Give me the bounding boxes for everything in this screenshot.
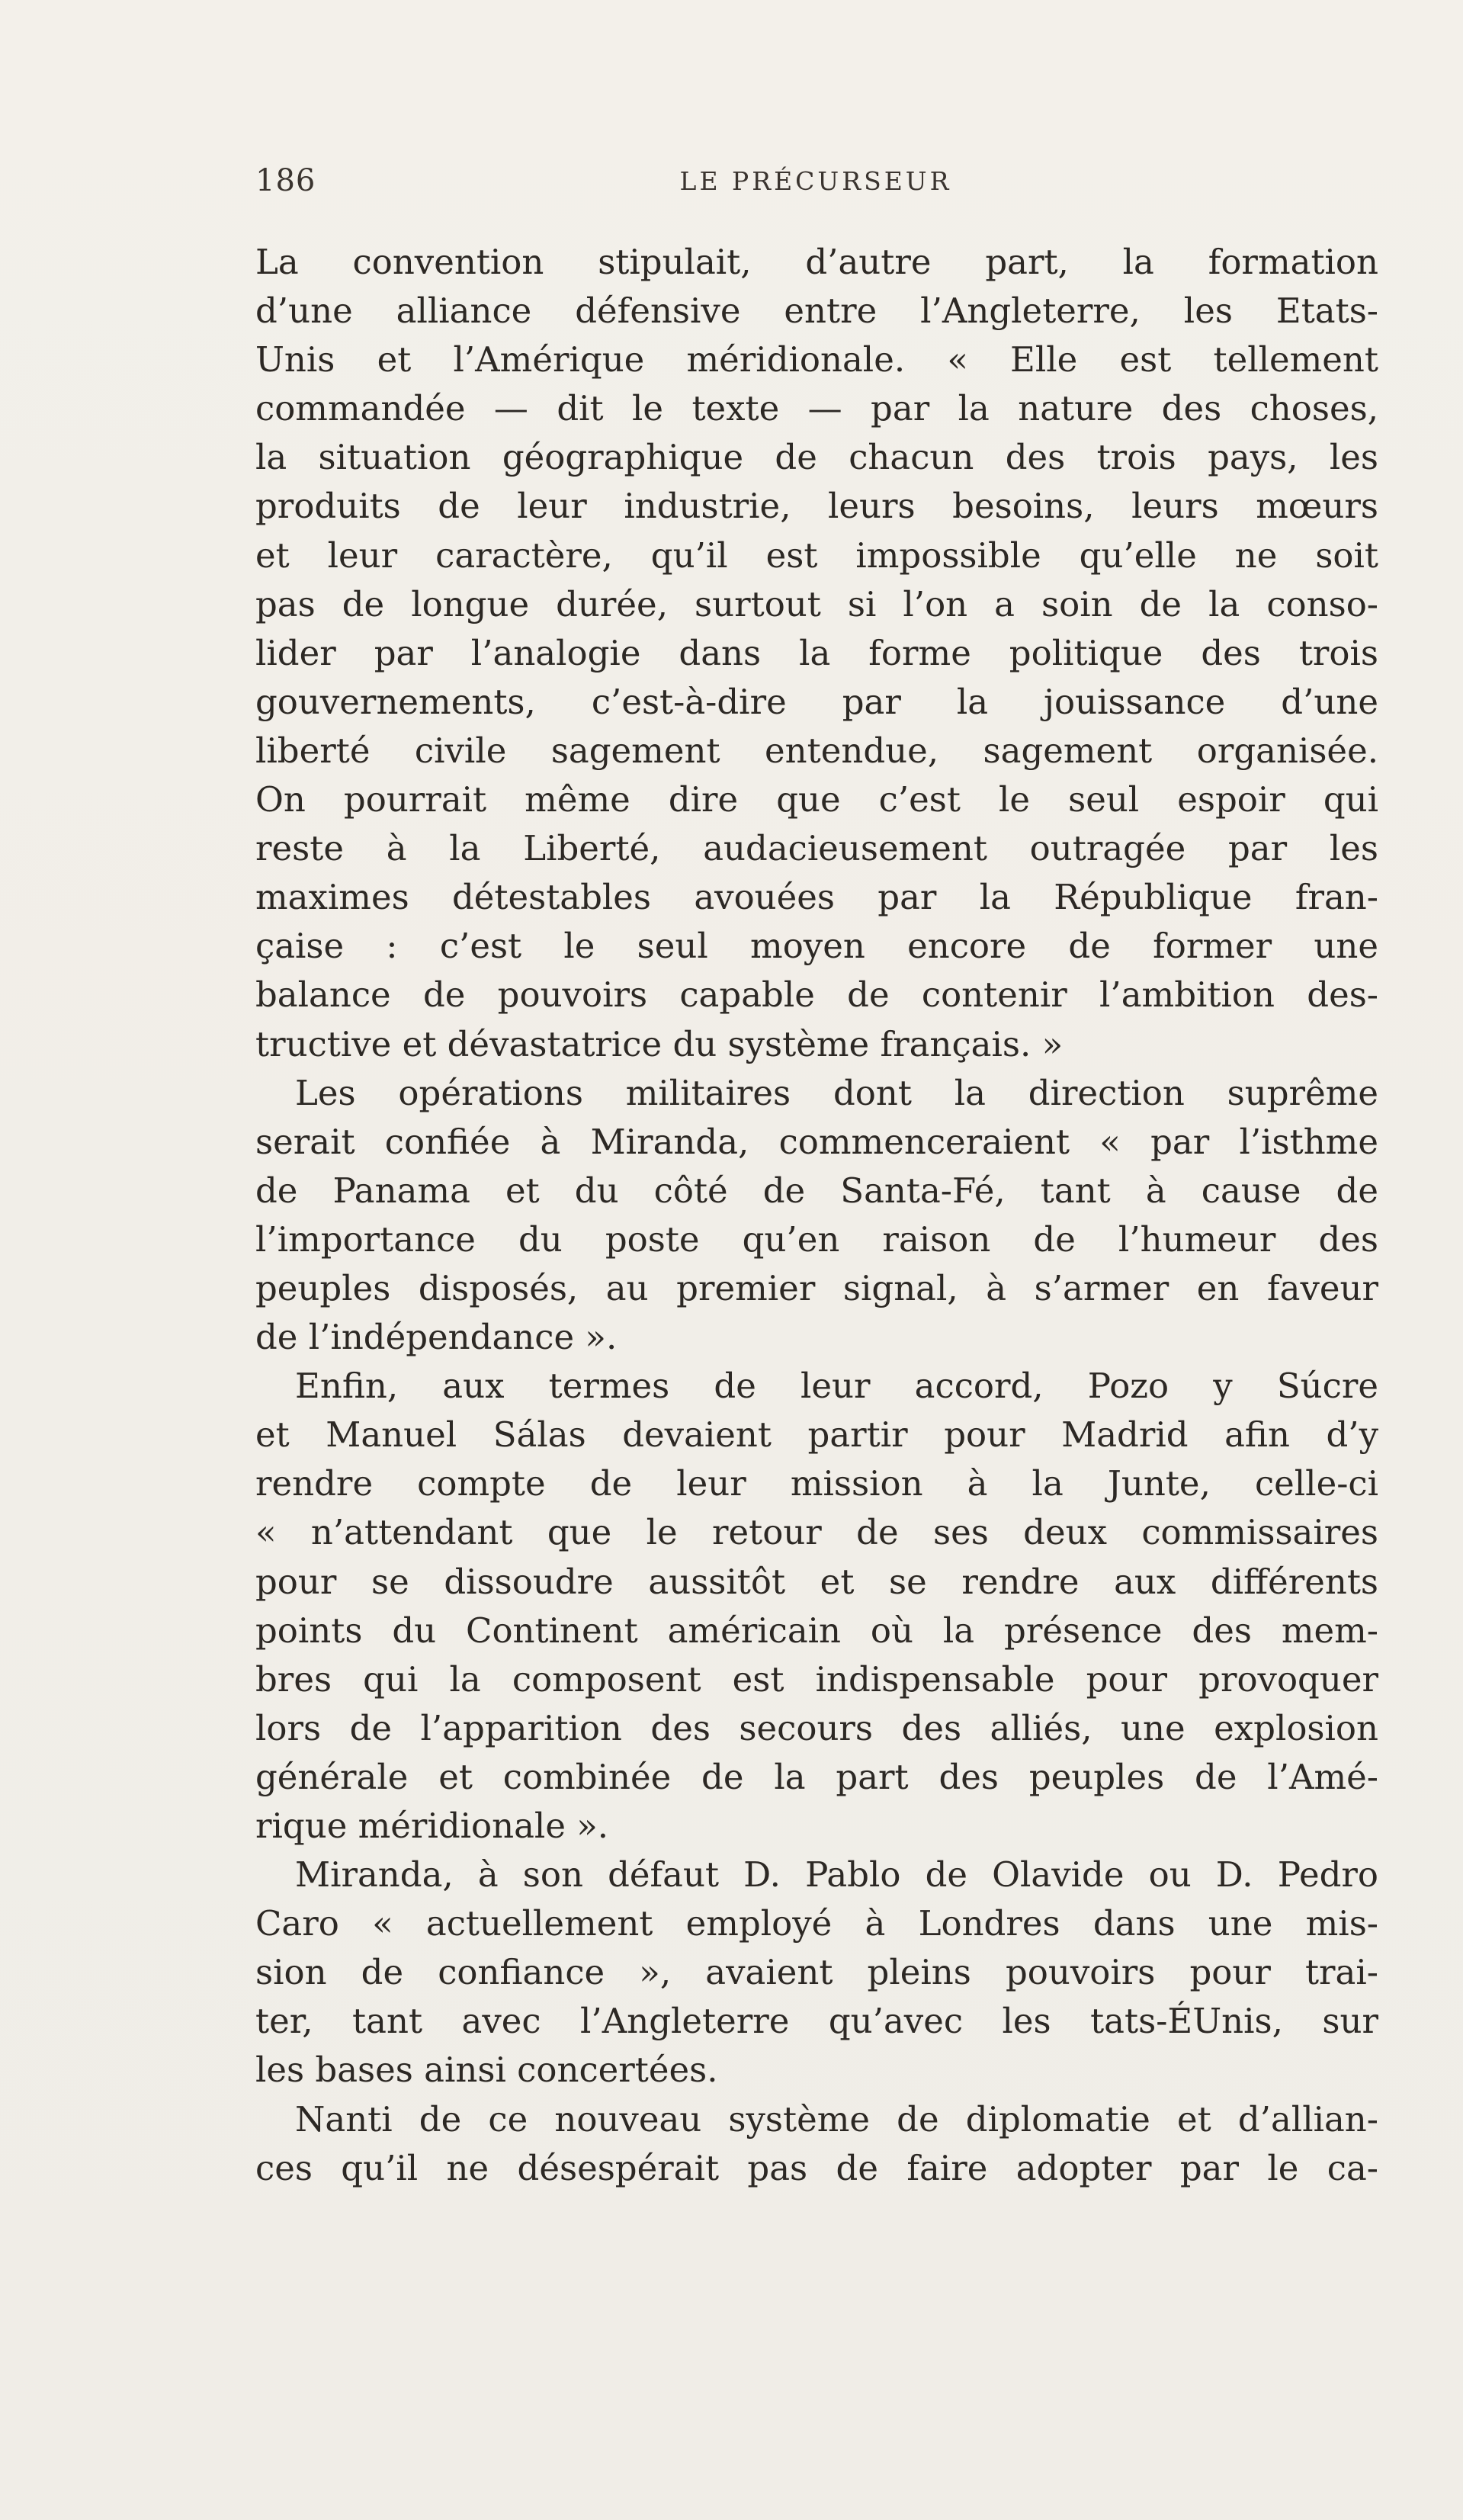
running-title: LE PRÉCURSEUR (679, 166, 952, 196)
text-line: lider par l’analogie dans la forme politique des trois (255, 632, 1378, 673)
text-line: ter, tant avec l’Angleterre qu’avec les tats-ÉUnis, sur (255, 2001, 1378, 2042)
text-line: pour se dissoudre aussitôt et se rendre aux différents (255, 1561, 1378, 1602)
text-line: et leur caractère, qu’il est impossible qu’elle ne soit (255, 534, 1378, 576)
text-line: Miranda, à son défaut D. Pablo de Olavide ou D. Pedro (295, 1854, 1378, 1896)
text-line: générale et combinée de la part des peuples de l’Amé- (255, 1756, 1378, 1797)
text-line: l’importance du poste qu’en raison de l’humeur des (255, 1218, 1378, 1260)
text-line: Unis et l’Amérique méridionale. « Elle est tellement (255, 339, 1378, 380)
text-line: produits de leur industrie, leurs besoins, leurs mœurs (255, 486, 1378, 527)
text-line: sion de confiance », avaient pleins pouvoirs pour trai- (255, 1952, 1378, 1993)
body-text (255, 238, 1378, 2193)
text-line: bres qui la composent est indispensable pour provoquer (255, 1658, 1378, 1700)
text-line: Caro « actuellement employé à Londres dans une mis- (255, 1903, 1378, 1944)
text-line: Les opérations militaires dont la direction suprême (295, 1072, 1378, 1113)
text-line: pas de longue durée, surtout si l’on a soin de la conso- (255, 583, 1378, 624)
text-line: les bases ainsi concertées. (255, 2050, 718, 2091)
text-line: de Panama et du côté de Santa-Fé, tant à cause de (255, 1170, 1378, 1211)
text-line: maximes détestables avouées par la République fran- (255, 877, 1378, 918)
text-line: rendre compte de leur mission à la Junte, celle-ci (255, 1463, 1378, 1504)
text-line: rique méridionale ». (255, 1806, 609, 1846)
text-line: Nanti de ce nouveau système de diplomatie et d’allian- (295, 2098, 1378, 2140)
text-line: La convention stipulait, d’autre part, la formation (255, 242, 1378, 282)
text-line: On pourrait même dire que c’est le seul espoir qui (255, 779, 1378, 820)
text-line: Enfin, aux termes de leur accord, Pozo y Súcre (295, 1366, 1378, 1407)
text-line: d’une alliance défensive entre l’Angleterre, les Etats- (255, 291, 1378, 332)
text-line: commandée — dit le texte — par la nature des choses, (255, 388, 1378, 429)
text-line: et Manuel Sálas devaient partir pour Madrid afin d’y (255, 1414, 1378, 1456)
text-line: gouvernements, c’est-à-dire par la jouissance d’une (255, 681, 1378, 722)
text-line: de l’indépendance ». (255, 1317, 618, 1358)
page-number: 186 (255, 163, 316, 198)
text-line: reste à la Liberté, audacieusement outragée par les (255, 828, 1378, 869)
text-line: serait confiée à Miranda, commenceraient « par l’isthme (255, 1121, 1378, 1162)
text-line: liberté civile sagement entendue, sagement organisée. (255, 730, 1378, 771)
text-line: points du Continent américain où la présence des mem- (255, 1610, 1378, 1651)
text-line: ces qu’il ne désespérait pas de faire adopter par le ca- (255, 2147, 1378, 2188)
text-line: peuples disposés, au premier signal, à s’armer en faveur (255, 1267, 1378, 1308)
text-line: la situation géographique de chacun des trois pays, les (255, 437, 1378, 478)
running-head (255, 163, 1376, 209)
text-line: tructive et dévastatrice du système français. » (255, 1023, 1064, 1064)
text-line: « n’attendant que le retour de ses deux commissaires (255, 1512, 1378, 1553)
text-line: çaise : c’est le seul moyen encore de former une (255, 926, 1378, 967)
text-line: balance de pouvoirs capable de contenir l’ambition des- (255, 974, 1378, 1016)
text-line: lors de l’apparition des secours des alliés, une explosion (255, 1707, 1378, 1748)
